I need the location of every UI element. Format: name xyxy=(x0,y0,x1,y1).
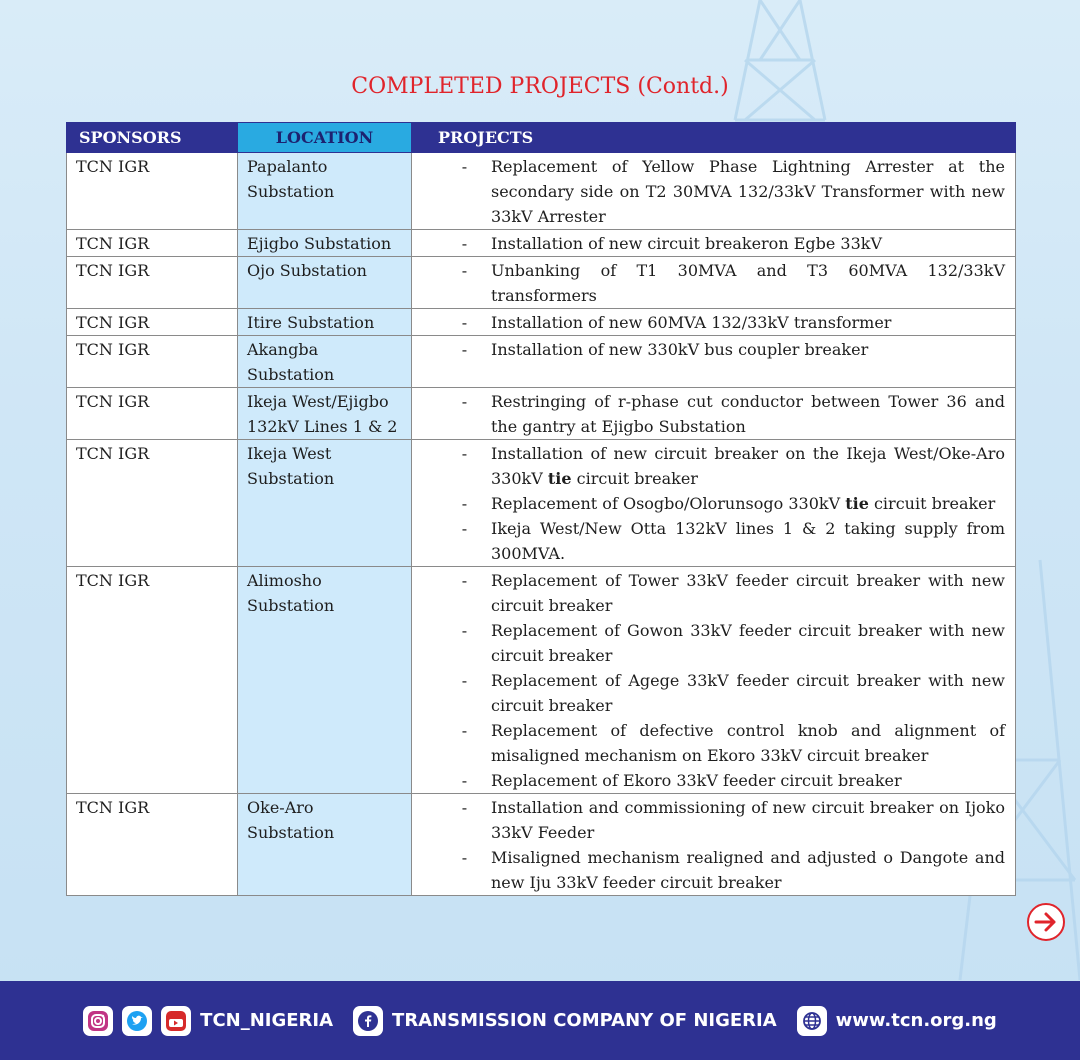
project-text: Installation and commissioning of new circuit breaker on Ijoko 33kV Feeder xyxy=(491,798,1005,842)
location-cell: Oke-Aro Substation xyxy=(238,794,412,896)
project-text: Replacement of Gowon 33kV feeder circuit breaker with new circuit breaker xyxy=(491,621,1005,665)
project-item xyxy=(412,389,1005,439)
bullet-dash: - xyxy=(461,721,468,740)
projects-cell xyxy=(412,230,1016,257)
sponsor-cell: TCN IGR xyxy=(67,309,238,336)
sponsor-cell: TCN IGR xyxy=(67,257,238,309)
project-list xyxy=(412,389,1005,439)
project-list xyxy=(412,337,1005,362)
projects-cell xyxy=(412,388,1016,440)
projects-table xyxy=(66,122,1015,896)
text-segment: Installation of new circuit breaker on the Ikeja West/Oke-Aro 330kV xyxy=(491,444,1005,488)
text-segment: circuit breaker xyxy=(868,494,996,513)
bullet-dash: - xyxy=(461,671,468,690)
project-item xyxy=(412,516,1005,566)
bullet-dash: - xyxy=(461,234,468,253)
project-item xyxy=(412,491,1005,516)
project-item xyxy=(412,310,1005,335)
bullet-dash: - xyxy=(461,340,468,359)
bullet-dash: - xyxy=(461,571,468,590)
projects-cell xyxy=(412,567,1016,794)
table-row xyxy=(67,794,1016,896)
project-item xyxy=(412,441,1005,491)
project-text: Ikeja West/New Otta 132kV lines 1 & 2 taking supply from 300MVA. xyxy=(491,519,1005,563)
sponsor-cell: TCN IGR xyxy=(67,230,238,257)
facebook-icon[interactable] xyxy=(353,1006,383,1036)
bullet-dash: - xyxy=(461,444,468,463)
project-text: Installation of new circuit breakeron Egbe 33kV xyxy=(491,234,883,253)
project-text: Replacement of Tower 33kV feeder circuit breaker with new circuit breaker xyxy=(491,571,1005,615)
bullet-dash: - xyxy=(461,157,468,176)
company-name: TRANSMISSION COMPANY OF NIGERIA xyxy=(392,1010,777,1031)
project-list xyxy=(412,154,1005,229)
table-row xyxy=(67,388,1016,440)
project-text: Replacement of Agege 33kV feeder circuit breaker with new circuit breaker xyxy=(491,671,1005,715)
bullet-dash: - xyxy=(461,313,468,332)
project-item xyxy=(412,568,1005,618)
projects-cell xyxy=(412,336,1016,388)
youtube-icon[interactable] xyxy=(161,1006,191,1036)
table-row xyxy=(67,153,1016,230)
project-text: Replacement of defective control knob and alignment of misaligned mechanism on Ekoro 33kV circuit breaker xyxy=(491,721,1005,765)
project-text: Installation of new 60MVA 132/33kV transformer xyxy=(491,313,892,332)
project-item xyxy=(412,768,1005,793)
sponsor-cell: TCN IGR xyxy=(67,440,238,567)
next-page-button[interactable] xyxy=(1027,903,1065,941)
table-row xyxy=(67,257,1016,309)
emphasis-text: tie xyxy=(845,494,869,513)
project-text: Installation of new 330kV bus coupler breaker xyxy=(491,340,869,359)
project-list xyxy=(412,441,1005,566)
sponsor-cell: TCN IGR xyxy=(67,794,238,896)
location-cell: Itire Substation xyxy=(238,309,412,336)
bullet-dash: - xyxy=(461,494,468,513)
project-item xyxy=(412,618,1005,668)
project-text: Misaligned mechanism realigned and adjusted o Dangote and new Iju 33kV feeder circuit breaker xyxy=(491,848,1005,892)
location-cell: Akangba Substation xyxy=(238,336,412,388)
table-row xyxy=(67,440,1016,567)
project-item xyxy=(412,668,1005,718)
table-row xyxy=(67,309,1016,336)
table-header-row xyxy=(67,123,1016,153)
project-item xyxy=(412,258,1005,308)
social-handle: TCN_NIGERIA xyxy=(200,1010,334,1031)
bullet-dash: - xyxy=(461,392,468,411)
project-item xyxy=(412,154,1005,229)
globe-icon[interactable] xyxy=(797,1006,827,1036)
bullet-dash: - xyxy=(461,519,468,538)
location-cell: Ikeja West Substation xyxy=(238,440,412,567)
instagram-icon[interactable] xyxy=(83,1006,113,1036)
sponsor-cell: TCN IGR xyxy=(67,567,238,794)
project-list xyxy=(412,258,1005,308)
sponsor-cell: TCN IGR xyxy=(67,388,238,440)
text-segment: Replacement of Osogbo/Olorunsogo 330kV xyxy=(491,494,846,513)
text-segment: circuit breaker xyxy=(571,469,698,488)
project-list xyxy=(412,795,1005,895)
table-row xyxy=(67,336,1016,388)
arrow-right-icon xyxy=(1034,911,1058,933)
bullet-dash: - xyxy=(461,848,468,867)
location-cell: Papalanto Substation xyxy=(238,153,412,230)
project-item xyxy=(412,718,1005,768)
website-link[interactable]: www.tcn.org.ng xyxy=(835,1010,997,1031)
project-list xyxy=(412,310,1005,335)
project-item xyxy=(412,337,1005,362)
header-location: LOCATION xyxy=(238,123,412,153)
projects-cell xyxy=(412,257,1016,309)
project-text: Replacement of Yellow Phase Lightning Arrester at the secondary side on T2 30MVA 132/33kV Transformer with new 33kV Arrester xyxy=(491,157,1005,226)
project-text: Replacement of Ekoro 33kV feeder circuit breaker xyxy=(491,771,902,790)
projects-cell xyxy=(412,153,1016,230)
projects-cell xyxy=(412,440,1016,567)
projects-cell xyxy=(412,794,1016,896)
page-title: COMPLETED PROJECTS (Contd.) xyxy=(351,74,729,99)
project-text xyxy=(491,491,1005,516)
header-projects: PROJECTS xyxy=(412,123,1016,153)
project-text: Restringing of r-phase cut conductor between Tower 36 and the gantry at Ejigbo Substation xyxy=(491,392,1005,436)
project-text: Unbanking of T1 30MVA and T3 60MVA 132/33kV transformers xyxy=(491,261,1005,305)
twitter-icon[interactable] xyxy=(122,1006,152,1036)
project-item xyxy=(412,231,1005,256)
emphasis-text: tie xyxy=(547,469,572,488)
sponsor-cell: TCN IGR xyxy=(67,336,238,388)
bullet-dash: - xyxy=(461,621,468,640)
table-row xyxy=(67,230,1016,257)
table-row xyxy=(67,567,1016,794)
project-list xyxy=(412,231,1005,256)
location-cell: Ikeja West/Ejigbo 132kV Lines 1 & 2 xyxy=(238,388,412,440)
bullet-dash: - xyxy=(461,771,468,790)
project-item xyxy=(412,795,1005,845)
project-text xyxy=(491,441,1005,491)
projects-cell xyxy=(412,309,1016,336)
sponsor-cell: TCN IGR xyxy=(67,153,238,230)
footer-bar xyxy=(0,981,1080,1060)
bullet-dash: - xyxy=(461,261,468,280)
project-item xyxy=(412,845,1005,895)
location-cell: Alimosho Substation xyxy=(238,567,412,794)
header-sponsors: SPONSORS xyxy=(67,123,238,153)
location-cell: Ojo Substation xyxy=(238,257,412,309)
project-list xyxy=(412,568,1005,793)
bullet-dash: - xyxy=(461,798,468,817)
location-cell: Ejigbo Substation xyxy=(238,230,412,257)
